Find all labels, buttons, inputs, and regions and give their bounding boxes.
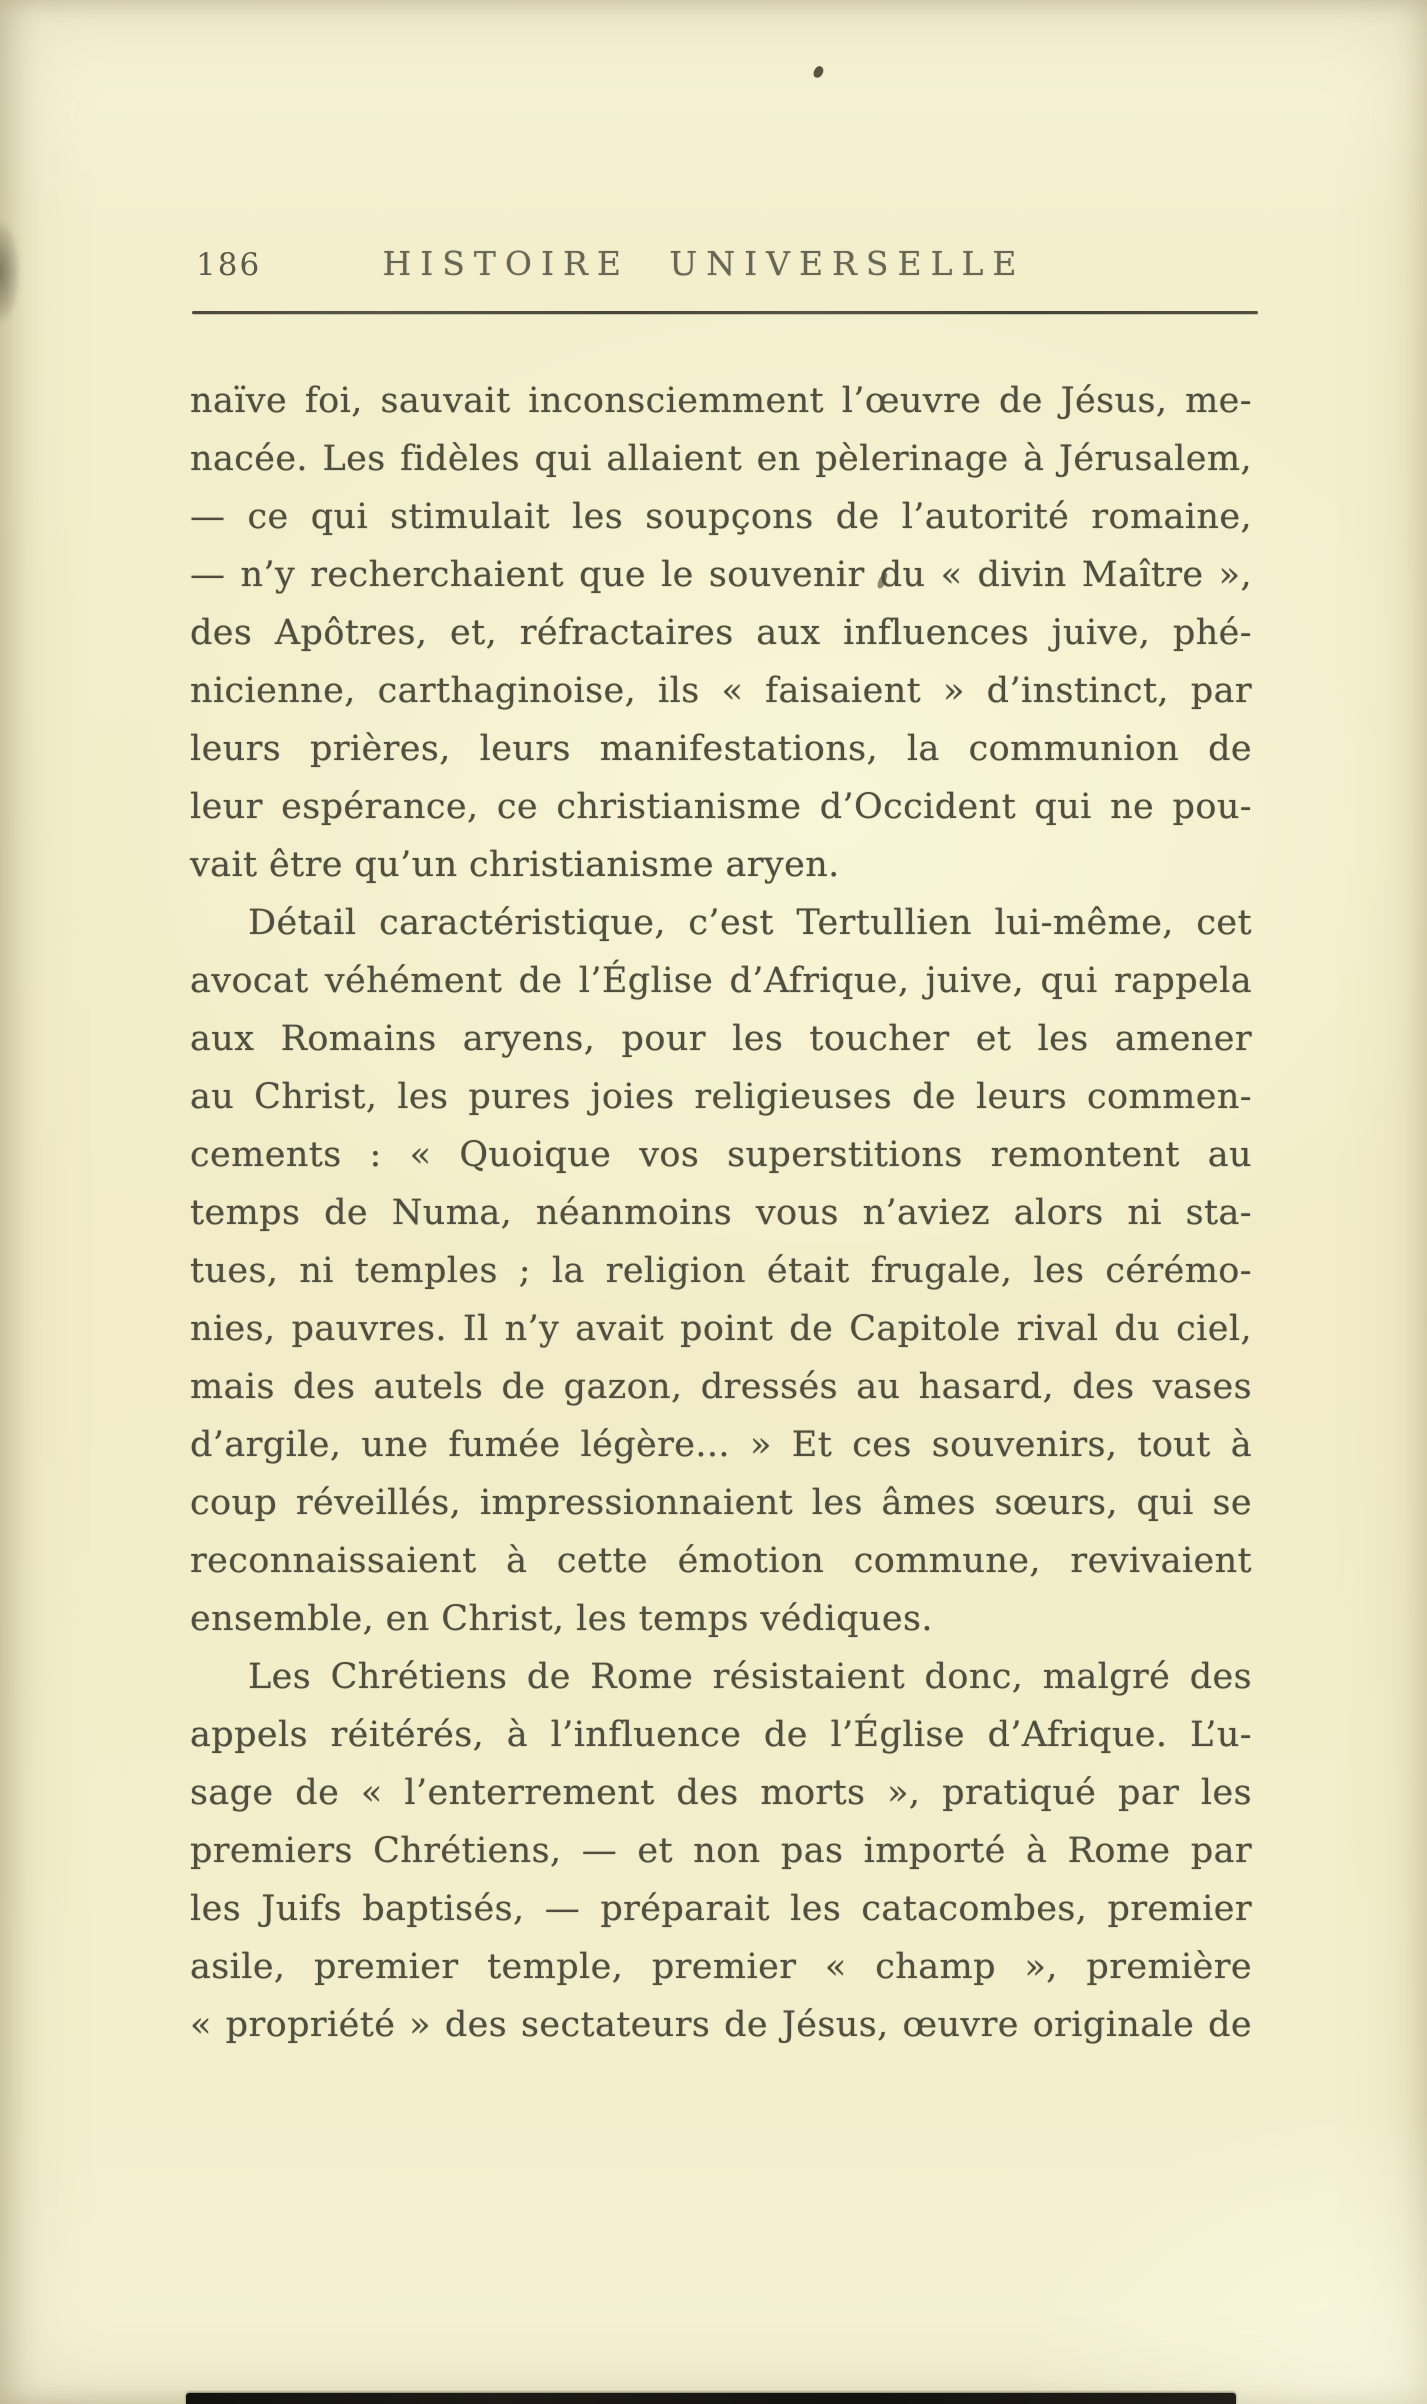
text-line: nacée. Les fidèles qui allaient en pèlerinage à Jérusalem, bbox=[190, 439, 1252, 479]
text-line: cements : « Quoique vos superstitions remontent au bbox=[190, 1135, 1252, 1175]
text-line: premiers Chrétiens, — et non pas importé à Rome par bbox=[190, 1831, 1252, 1871]
header-rule bbox=[192, 311, 1258, 314]
text-line: aux Romains aryens, pour les toucher et les amener bbox=[190, 1019, 1252, 1059]
text-line: tues, ni temples ; la religion était frugale, les cérémo- bbox=[190, 1251, 1252, 1291]
text-line: — n’y recherchaient que le souvenir du « divin Maître », bbox=[190, 555, 1252, 595]
text-line: mais des autels de gazon, dressés au hasard, des vases bbox=[190, 1367, 1252, 1407]
text-line: Détail caractéristique, c’est Tertullien lui-même, cet bbox=[248, 903, 1252, 943]
text-line: nies, pauvres. Il n’y avait point de Capitole rival du ciel, bbox=[190, 1309, 1252, 1349]
text-line: nicienne, carthaginoise, ils « faisaient » d’instinct, par bbox=[190, 671, 1252, 711]
text-line: temps de Numa, néanmoins vous n’aviez alors ni sta- bbox=[190, 1193, 1252, 1233]
running-title: HISTOIRE UNIVERSELLE bbox=[382, 244, 1026, 283]
text-line: coup réveillés, impressionnaient les âmes sœurs, qui se bbox=[190, 1483, 1252, 1523]
text-line: leur espérance, ce christianisme d’Occident qui ne pou- bbox=[190, 787, 1252, 827]
paragraph-1 bbox=[190, 372, 1252, 894]
text-line: avocat véhément de l’Église d’Afrique, juive, qui rappela bbox=[190, 961, 1252, 1001]
paragraph-3 bbox=[190, 1648, 1252, 2054]
text-line: au Christ, les pures joies religieuses de leurs commen- bbox=[190, 1077, 1252, 1117]
running-head bbox=[190, 238, 1258, 284]
text-line: leurs prières, leurs manifestations, la communion de bbox=[190, 729, 1252, 769]
text-line: des Apôtres, et, réfractaires aux influences juive, phé- bbox=[190, 613, 1252, 653]
text-line: appels réitérés, à l’influence de l’Église d’Afrique. L’u- bbox=[190, 1715, 1252, 1755]
scan-corner-highlight bbox=[1007, 2104, 1427, 2404]
text-line: asile, premier temple, premier « champ », première bbox=[190, 1947, 1252, 1987]
text-line: ensemble, en Christ, les temps védiques. bbox=[190, 1599, 933, 1639]
text-line: d’argile, une fumée légère... » Et ces souvenirs, tout à bbox=[190, 1425, 1252, 1465]
text-line: « propriété » des sectateurs de Jésus, œuvre originale de bbox=[190, 2005, 1252, 2045]
text-line: reconnaissaient à cette émotion commune, revivaient bbox=[190, 1541, 1252, 1581]
text-line: les Juifs baptisés, — préparait les catacombes, premier bbox=[190, 1889, 1252, 1929]
page-number: 186 bbox=[196, 247, 262, 283]
text-line: sage de « l’enterrement des morts », pratiqué par les bbox=[190, 1773, 1252, 1813]
text-line: naïve foi, sauvait inconsciemment l’œuvre de Jésus, me- bbox=[190, 381, 1252, 421]
text-line: Les Chrétiens de Rome résistaient donc, malgré des bbox=[248, 1657, 1252, 1697]
body-text bbox=[190, 372, 1252, 2054]
scan-artifact-bottom-bar bbox=[186, 2393, 1236, 2404]
ink-speck-top bbox=[812, 65, 824, 79]
scan-smudge-left-edge bbox=[0, 222, 20, 322]
text-line: vait être qu’un christianisme aryen. bbox=[190, 845, 840, 885]
text-line: — ce qui stimulait les soupçons de l’autorité romaine, bbox=[190, 497, 1252, 537]
paragraph-2 bbox=[190, 894, 1252, 1648]
